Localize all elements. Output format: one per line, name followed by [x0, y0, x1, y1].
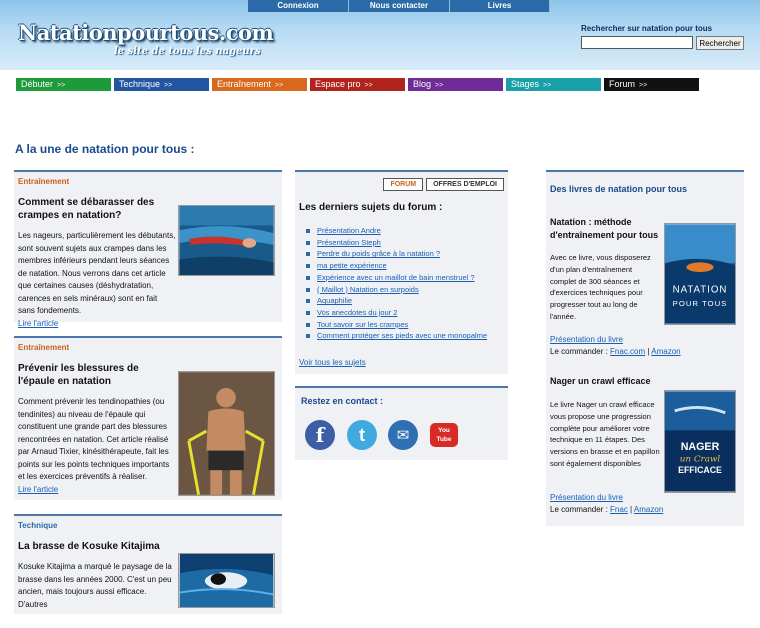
search-form [581, 24, 744, 50]
tab-offres-emploi[interactable]: OFFRES D'EMPLOI [426, 178, 504, 191]
forum-topic-link[interactable]: Tout savoir sur les crampes [305, 319, 487, 331]
cover-title-line: NATATION [672, 284, 728, 296]
forum-topic-link[interactable]: Expérience avec un maillot de bain menstruel ? [305, 272, 487, 284]
article-card [14, 170, 282, 328]
forum-box [295, 170, 508, 374]
youtube-icon[interactable]: You Tube [429, 420, 459, 450]
forum-column [295, 170, 508, 460]
book-presentation-link[interactable]: Présentation du livre [550, 335, 623, 344]
page-title: A la une de natation pour tous : [15, 142, 195, 156]
articles-column [14, 170, 282, 628]
tab-forum[interactable]: FORUM [383, 178, 423, 191]
nav-blog[interactable]: Blog >> [408, 78, 503, 91]
nav-technique[interactable]: Technique >> [114, 78, 209, 91]
contact-box [295, 386, 508, 460]
read-article-link[interactable]: Lire l'article [18, 484, 59, 494]
forum-topic-link[interactable]: Présentation Andre [305, 225, 487, 237]
nav-entrainement[interactable]: Entraînement >> [212, 78, 307, 91]
book-title[interactable]: Nager un crawl efficace [550, 376, 651, 386]
nav-espace-pro[interactable]: Espace pro >> [310, 78, 405, 91]
books-title: Des livres de natation pour tous [550, 184, 688, 194]
main-nav [16, 78, 699, 91]
logo-text: Natationpourtous.com [18, 20, 274, 45]
forum-topic-link[interactable]: Aquaphilie [305, 295, 487, 307]
cover-title-line: POUR TOUS [672, 299, 728, 309]
forum-topic-link[interactable]: Présentation Steph [305, 237, 487, 249]
logo-tagline: le site de tous les nageurs [114, 46, 261, 57]
article-summary: Les nageurs, particulièrement les débutants, sont souvent sujets aux crampes dans les membres inférieurs pendant leurs séances de natation. Nous verrons dans cet article que certaines causes (déshydratation, carences en sels minéraux) sont en fait sans fondements. [18, 231, 176, 315]
forum-topic-link[interactable]: Comment protéger ses pieds avec une monopalme [305, 330, 487, 342]
livres-link[interactable]: Livres [450, 0, 550, 12]
nav-debuter[interactable]: Débuter >> [16, 78, 111, 91]
article-category: Entraînement [18, 343, 70, 352]
search-button[interactable]: Rechercher [696, 36, 744, 50]
article-title[interactable]: Prévenir les blessures de l'épaule en natation [18, 363, 139, 387]
forum-title: Les derniers sujets du forum : [299, 202, 443, 213]
connexion-link[interactable]: Connexion [248, 0, 349, 12]
search-label: Rechercher sur natation pour tous [581, 24, 713, 33]
top-links [248, 0, 550, 12]
twitter-icon[interactable]: t [347, 420, 377, 450]
contact-link[interactable]: Nous contacter [349, 0, 450, 12]
cover-title-line: NAGER [680, 440, 720, 453]
cover-title-line: EFFICACE [678, 465, 722, 476]
book-order: Le commander : Fnac.com | Amazon [550, 347, 681, 356]
article-title[interactable]: La brasse de Kosuke Kitajima [18, 541, 160, 552]
article-card [14, 514, 282, 614]
nav-forum[interactable]: Forum >> [604, 78, 699, 91]
article-summary: Comment prévenir les tendinopathies (ou tendinites) au niveau de l'épaule qui constituent une grande part des blessures rencontrées en natation. Cet article réalisé par Arnaud Tixier, kinésithérapeute, fait les points sur les points techniques importants et les exercices préventifs à réaliser. [18, 397, 170, 481]
amazon-link[interactable]: Amazon [633, 505, 664, 514]
site-logo[interactable] [18, 20, 274, 57]
nav-stages[interactable]: Stages >> [506, 78, 601, 91]
see-all-topics-link[interactable]: Voir tous les sujets [299, 358, 366, 367]
article-category: Entraînement [18, 177, 70, 186]
facebook-icon[interactable]: f [305, 420, 335, 450]
article-category: Technique [18, 521, 58, 530]
book-presentation-link[interactable]: Présentation du livre [550, 493, 623, 502]
forum-topic-link[interactable]: ( Maillot ) Natation en surpoids [305, 284, 487, 296]
article-image[interactable] [178, 371, 275, 496]
forum-tabs [383, 178, 504, 191]
email-icon[interactable]: ✉ [388, 420, 418, 450]
forum-topic-link[interactable]: ma petite expérience [305, 260, 487, 272]
book-description: Le livre Nager un crawl efficace vous propose une progression complète pour améliorer votre technique en 11 étapes. Des versions en brasse et en papillon sont également disponibles [550, 400, 660, 468]
search-input[interactable] [581, 36, 693, 49]
books-column [546, 170, 744, 526]
fnac-link[interactable]: Fnac [610, 505, 628, 514]
book-cover[interactable] [664, 390, 736, 493]
fnac-link[interactable]: Fnac.com [610, 347, 646, 356]
book-description: Avec ce livre, vous disposerez d'un plan d'entraînement complet de 300 séances et d'exercices techniques pour progresser tout au long de l'année. [550, 253, 651, 321]
forum-topic-link[interactable]: Vos anecdotes du jour 2 [305, 307, 487, 319]
book-title[interactable]: Natation : méthode d'entraînement pour tous [550, 217, 659, 240]
books-box [546, 170, 744, 526]
article-card [14, 336, 282, 500]
book-cover[interactable] [664, 223, 736, 325]
read-article-link[interactable]: Lire l'article [18, 318, 59, 328]
book-order: Le commander : Fnac | Amazon [550, 505, 664, 514]
forum-topic-link[interactable]: Perdre du poids grâce à la natation ? [305, 248, 487, 260]
article-image[interactable] [178, 205, 275, 276]
article-image[interactable] [178, 553, 275, 608]
cover-title-line: un Crawl [679, 454, 721, 465]
article-summary: Kosuke Kitajima a marqué le paysage de la brasse dans les années 2000. C'est un peu ancien, mais toujours aussi efficace. D'autres [18, 562, 172, 609]
contact-title: Restez en contact : [301, 396, 384, 406]
forum-topic-list [305, 225, 487, 342]
site-header [0, 0, 760, 70]
amazon-link[interactable]: Amazon [651, 347, 681, 356]
article-title[interactable]: Comment se débarasser des crampes en natation? [18, 197, 155, 221]
